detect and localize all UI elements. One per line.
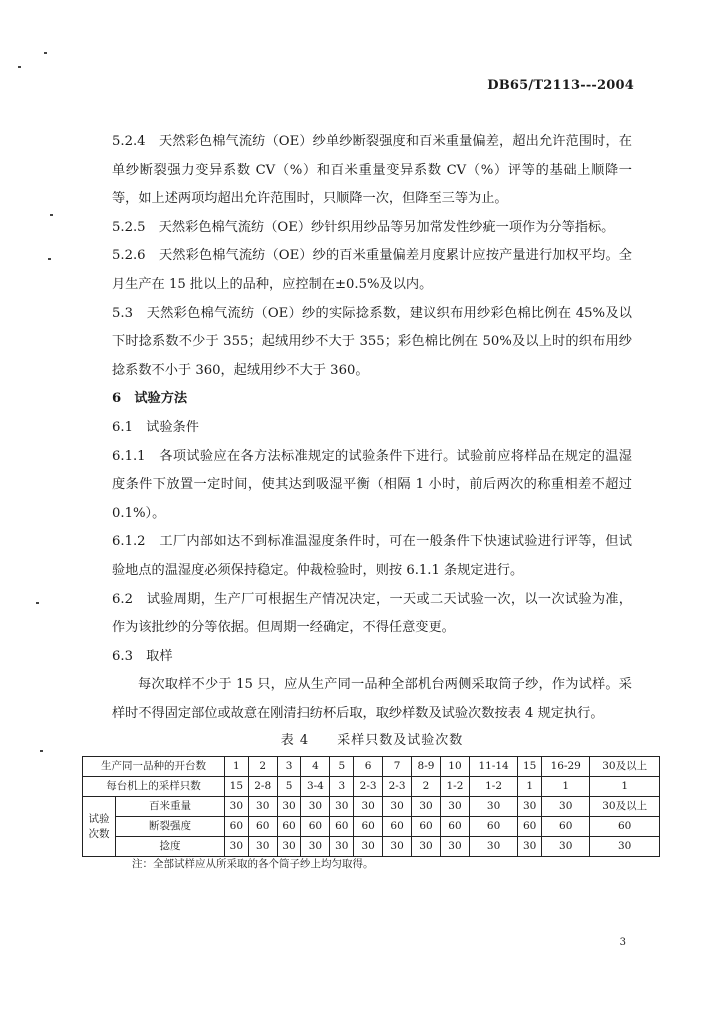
table-cell: 30 [301, 837, 330, 857]
table-cell: 1 [518, 777, 542, 797]
clause-6-1-heading: 6.1 试验条件 [112, 419, 199, 435]
clause-5-2-4: 5.2.4 天然彩色棉气流纺（OE）纱单纱断裂强度和百米重量偏差，超出允许范围时，在单纱断裂强力变异系数 CV（%）和百米重量变异系数 CV（%）评等的基础上顺降一等，如上述两项均超出允许范围时，只顺降一次，但降至三等为止。 [112, 134, 632, 207]
clause-5-2-6: 5.2.6 天然彩色棉气流纺（OE）纱的百米重量偏差月度累计应按产量进行加权平均。全月生产在 15 批以上的品种，应控制在±0.5%及以内。 [112, 248, 632, 292]
table-row [83, 777, 660, 797]
test-item-label: 百米重量 [116, 797, 225, 817]
test-item-label: 捻度 [116, 837, 225, 857]
machines-row-label: 生产同一品种的开台数 [83, 757, 225, 777]
table-cell: 30 [224, 837, 248, 857]
table-cell: 3 [277, 757, 301, 777]
table-cell: 30 [518, 837, 542, 857]
table-cell: 30 [440, 797, 469, 817]
table-cell: 60 [518, 817, 542, 837]
table-cell: 30 [590, 837, 660, 857]
table-cell: 60 [383, 817, 412, 837]
table-cell: 30 [354, 837, 383, 857]
table-cell: 8-9 [412, 757, 441, 777]
table-cell: 30 [469, 837, 517, 857]
table-cell: 15 [224, 777, 248, 797]
table-cell: 2 [412, 777, 441, 797]
test-count-group-label: 试验次数 [83, 797, 116, 857]
table-cell: 2-8 [248, 777, 277, 797]
section-6-heading: 6 试验方法 [112, 391, 188, 407]
table-cell: 30 [248, 837, 277, 857]
table-cell: 30 [518, 797, 542, 817]
scan-speck [40, 750, 43, 752]
clause-6-1-1: 6.1.1 各项试验应在各方法标准规定的试验条件下进行。试验前应将样品在规定的温湿度条件下放置一定时间，使其达到吸湿平衡（相隔 1 小时，前后两次的称重相差不超过 0.1%）。 [112, 448, 632, 521]
table-cell: 2-3 [383, 777, 412, 797]
table-cell: 30 [277, 797, 301, 817]
table-cell: 30 [412, 837, 441, 857]
table-cell: 2 [248, 757, 277, 777]
table-cell: 5 [330, 757, 354, 777]
table-cell: 16-29 [542, 757, 590, 777]
clause-6-3-heading: 6.3 取样 [112, 648, 173, 664]
table-cell: 3 [330, 777, 354, 797]
table-cell: 5 [277, 777, 301, 797]
clause-6-2: 6.2 试验周期，生产厂可根据生产情况决定，一天或二天试验一次，以一次试验为准，作为该批纱的分等依据。但周期一经确定，不得任意变更。 [112, 591, 632, 636]
table-cell: 15 [518, 757, 542, 777]
clause-5-3: 5.3 天然彩色棉气流纺（OE）纱的实际捻系数，建议织布用纱彩色棉比例在 45%及以下时捻系数不少于 355；起绒用纱不大于 355；彩色棉比例在 50%及以上时的织布用纱捻系数不小于 360，起绒用纱不大于 360。 [112, 305, 632, 378]
scan-speck [50, 214, 53, 216]
table-cell: 60 [330, 817, 354, 837]
table-note: 注：全部试样应从所采取的各个筒子纱上均匀取得。 [132, 858, 374, 871]
body-content [88, 128, 648, 871]
table-row [83, 757, 660, 777]
table-row [83, 817, 660, 837]
table-cell: 30 [542, 797, 590, 817]
table-cell: 30 [330, 837, 354, 857]
table-row [83, 797, 660, 817]
table-cell: 30 [224, 797, 248, 817]
clause-5-2-5: 5.2.5 天然彩色棉气流纺（OE）纱针织用纱品等另加常发性纱疵一项作为分等指标。 [112, 219, 615, 235]
table-cell: 30 [469, 797, 517, 817]
table-cell: 30 [330, 797, 354, 817]
table-cell: 60 [301, 817, 330, 837]
scan-speck [48, 258, 51, 260]
table-cell: 60 [248, 817, 277, 837]
table-cell: 30 [248, 797, 277, 817]
table-cell: 2-3 [354, 777, 383, 797]
clause-6-3-body: 每次取样不少于 15 只，应从生产同一品种全部机台两侧采取筒子纱，作为试样。采样时不得固定部位或故意在刚清扫纺杯后取，取纱样数及试验次数按表 4 规定执行。 [112, 677, 632, 721]
table-caption: 表 4 采样只数及试验次数 [280, 733, 464, 749]
table-cell: 30 [440, 837, 469, 857]
scan-speck [36, 602, 39, 604]
table-cell: 30及以上 [590, 797, 660, 817]
table-cell: 4 [301, 757, 330, 777]
scan-speck [18, 66, 21, 68]
table-cell: 1-2 [440, 777, 469, 797]
test-item-label: 断裂强度 [116, 817, 225, 837]
doc-number: DB65/T2113---2004 [487, 78, 634, 93]
table-cell: 6 [354, 757, 383, 777]
table-cell: 30 [277, 837, 301, 857]
table-cell: 30及以上 [590, 757, 660, 777]
table-cell: 60 [354, 817, 383, 837]
sampling-table [82, 756, 660, 857]
page-number: 3 [619, 937, 626, 948]
table-cell: 1 [542, 777, 590, 797]
table-cell: 1 [224, 757, 248, 777]
table-cell: 30 [412, 797, 441, 817]
table-row [83, 837, 660, 857]
table-cell: 60 [440, 817, 469, 837]
samples-row-label: 每台机上的采样只数 [83, 777, 225, 797]
table-cell: 30 [383, 837, 412, 857]
table-cell: 30 [542, 837, 590, 857]
table-cell: 11-14 [469, 757, 517, 777]
table-cell: 60 [277, 817, 301, 837]
table-cell: 1 [590, 777, 660, 797]
table-cell: 60 [412, 817, 441, 837]
table-cell: 30 [354, 797, 383, 817]
scan-speck [44, 52, 47, 54]
table-cell: 7 [383, 757, 412, 777]
clause-6-1-2: 6.1.2 工厂内部如达不到标准温湿度条件时，可在一般条件下快速试验进行评等，但试验地点的温湿度必须保持稳定。仲裁检验时，则按 6.1.1 条规定进行。 [112, 534, 632, 578]
table-cell: 10 [440, 757, 469, 777]
table-cell: 1-2 [469, 777, 517, 797]
table-cell: 60 [590, 817, 660, 837]
table-cell: 30 [383, 797, 412, 817]
table-cell: 60 [469, 817, 517, 837]
table-cell: 60 [224, 817, 248, 837]
table-cell: 60 [542, 817, 590, 837]
table-cell: 30 [301, 797, 330, 817]
table-cell: 3-4 [301, 777, 330, 797]
